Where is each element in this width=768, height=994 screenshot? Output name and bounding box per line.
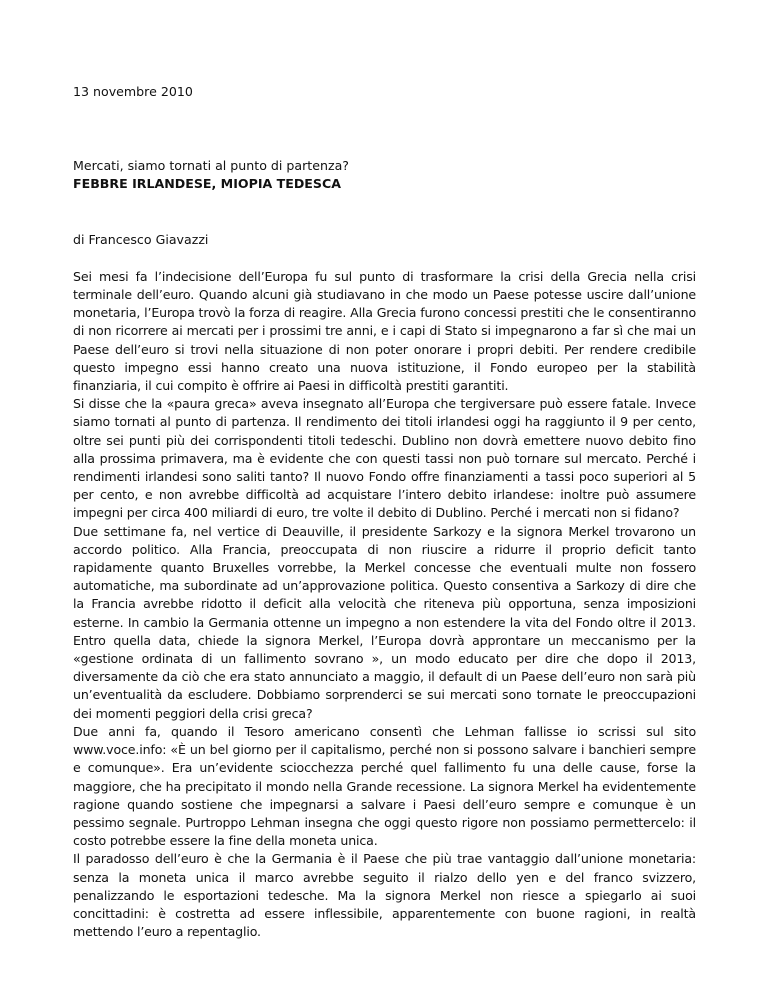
body-paragraph: Il paradosso dell’euro è che la Germania è il Paese che più trae vantaggio dall’unione monetaria: senza la moneta unica il marco avrebbe seguito il rialzo dello yen e del franco svizzero, penalizzando le esportazioni tedesche. Ma la signora Merkel non riesce a spiegarlo ai suoi concittadini: è costretta ad essere inflessibile, apparentemente con buone ragioni, in realtà mettendo l’euro a repentaglio. <box>73 851 696 940</box>
body-paragraph: Due settimane fa, nel vertice di Deauville, il presidente Sarkozy e la signora Merkel trovarono un accordo politico. Alla Francia, preoccupata di non riuscire a ridurre il proprio deficit tanto rapidamente quanto Bruxelles vorrebbe, la Merkel concesse che eventuali multe non fossero automatiche, ma subordinate ad un’approvazione politica. Questo consentiva a Sarkozy di dire che la Francia avrebbe ridotto il deficit alla velocità che riteneva più opportuna, senza imposizioni esterne. In cambio la Germania ottenne un impegno a non estendere la vita del Fondo oltre il 2013. Entro quella data, chiede la signora Merkel, l’Europa dovrà approntare un meccanismo per la «gestione ordinata di un fallimento sovrano », un modo educato per dire che dopo il 2013, diversamente da ciò che era stato annunciato a maggio, il default di un Paese dell’euro non sarà più un’eventualità da escludere. Dobbiamo sorprenderci se sui mercati sono tornate le preoccupazioni dei momenti peggiori della crisi greca? <box>73 523 696 721</box>
body-paragraph: Due anni fa, quando il Tesoro americano consentì che Lehman fallisse io scrissi sul sito www.voce.info: «È un bel giorno per il capitalismo, perché non si possono salvare i banchieri sempre e comunque». Era un’evidente sciocchezza perché quel fallimento fu una delle cause, forse la maggiore, che ha precipitato il mondo nella Grande recessione. La signora Merkel ha evidentemente ragione quando sostiene che impegnarsi a salvare i Paesi dell’euro sempre e comunque è un pessimo segnale. Purtroppo Lehman insegna che oggi questo rigore non possiamo permettercelo: il costo potrebbe essere la fine della moneta unica. <box>73 723 696 849</box>
document-page <box>73 83 696 941</box>
body-paragraph: Si disse che la «paura greca» aveva insegnato all’Europa che tergiversare può essere fatale. Invece siamo tornati al punto di partenza. Il rendimento dei titoli irlandesi oggi ha raggiunto il 9 per cento, oltre sei punti più dei corrispondenti titoli tedeschi. Dublino non dovrà emettere nuovo debito fino alla prossima primavera, ma è evidente che con questi tassi non può tornare sul mercato. Perché i rendimenti irlandesi sono saliti tanto? Il nuovo Fondo offre finanziamenti a tassi poco superiori al 5 per cento, e non avrebbe difficoltà ad acquistare l’intero debito irlandese: inoltre può assumere impegni per circa 400 miliardi di euro, tre volte il debito di Dublino. Perché i mercati non si fidano? <box>73 396 696 521</box>
article-kicker: Mercati, siamo tornati al punto di partenza? <box>73 158 349 174</box>
article-headline: FEBBRE IRLANDESE, MIOPIA TEDESCA <box>73 176 341 192</box>
article-body <box>73 268 696 942</box>
article-date: 13 novembre 2010 <box>73 84 193 99</box>
body-paragraph: Sei mesi fa l’indecisione dell’Europa fu sul punto di trasformare la crisi della Grecia nella crisi terminale dell’euro. Quando alcuni già studiavano in che modo un Paese potesse uscire dall’unione monetaria, l’Europa trovò la forza di reagire. Alla Grecia furono concessi prestiti che le consentiranno di non ricorrere ai mercati per i prossimi tre anni, e i capi di Stato si impegnarono a far sì che mai un Paese dell’euro si trovi nella situazione di non poter onorare i propri debiti. Per rendere credibile questo impegno essi hanno creato una nuova istituzione, il Fondo europeo per la stabilità finanziaria, il cui compito è offrire ai Paesi in difficoltà prestiti garantiti. <box>73 268 696 394</box>
article-byline: di Francesco Giavazzi <box>73 231 209 247</box>
